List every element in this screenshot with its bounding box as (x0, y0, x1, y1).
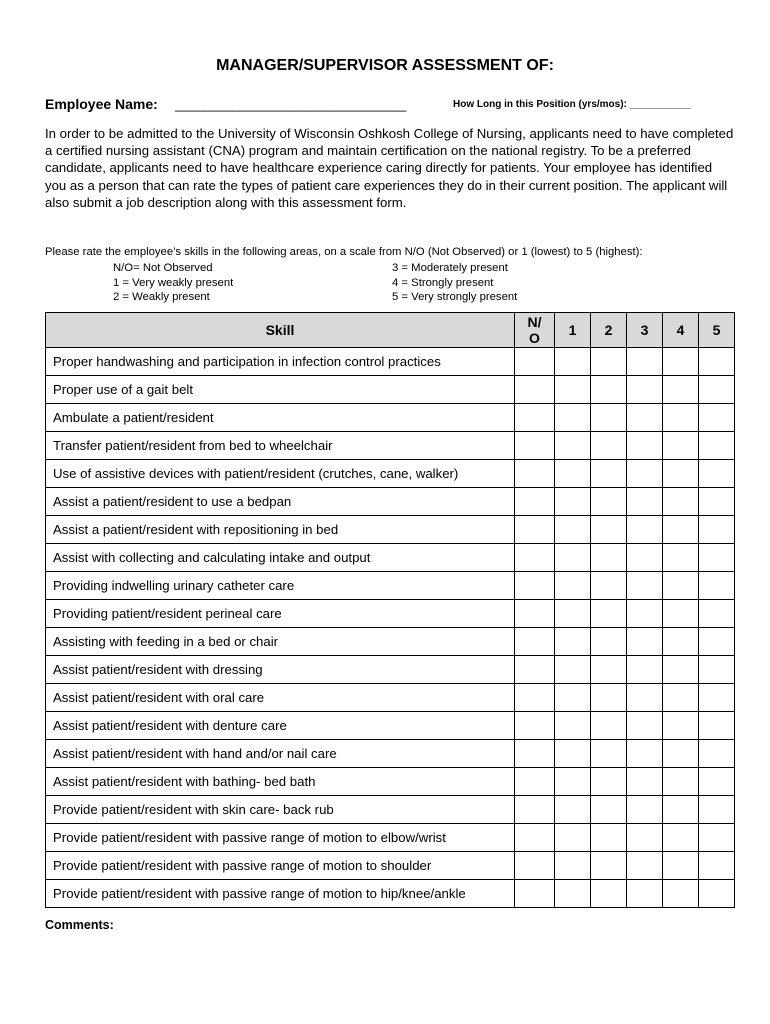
rating-cell-5[interactable] (699, 796, 735, 824)
rating-cell-no[interactable] (515, 880, 555, 908)
rating-cell-4[interactable] (663, 656, 699, 684)
rating-cell-1[interactable] (555, 824, 591, 852)
skill-cell: Assist patient/resident with hand and/or nail care (46, 740, 515, 768)
rating-cell-4[interactable] (663, 460, 699, 488)
table-row (46, 796, 735, 824)
table-row (46, 516, 735, 544)
rating-cell-2[interactable] (591, 460, 627, 488)
rating-cell-no[interactable] (515, 488, 555, 516)
rating-cell-5[interactable] (699, 404, 735, 432)
scale-item: 3 = Moderately present (392, 262, 508, 274)
rating-cell-no[interactable] (515, 348, 555, 376)
rating-cell-no[interactable] (515, 852, 555, 880)
rating-cell-1[interactable] (555, 880, 591, 908)
employee-name-label: Employee Name: (45, 96, 158, 112)
rating-cell-no[interactable] (515, 376, 555, 404)
table-row (46, 684, 735, 712)
rating-cell-5[interactable] (699, 460, 735, 488)
table-row (46, 768, 735, 796)
rating-cell-2[interactable] (591, 544, 627, 572)
rating-cell-3[interactable] (627, 796, 663, 824)
skill-cell: Provide patient/resident with passive range of motion to shoulder (46, 852, 515, 880)
rating-cell-1[interactable] (555, 600, 591, 628)
rating-cell-5[interactable] (699, 656, 735, 684)
rating-cell-no[interactable] (515, 404, 555, 432)
rating-cell-5[interactable] (699, 628, 735, 656)
page-title: MANAGER/SUPERVISOR ASSESSMENT OF: (216, 57, 554, 74)
rating-cell-3[interactable] (627, 824, 663, 852)
rating-cell-no[interactable] (515, 600, 555, 628)
employee-name-field[interactable]: ________________________________ (175, 97, 407, 112)
rating-cell-4[interactable] (663, 684, 699, 712)
header-4: 4 (663, 313, 699, 348)
scale-item: 4 = Strongly present (392, 276, 494, 289)
rating-cell-1[interactable] (555, 376, 591, 404)
rating-cell-3[interactable] (627, 432, 663, 460)
position-duration-field[interactable]: How Long in this Position (yrs/mos): ___________ (453, 99, 691, 110)
rating-cell-2[interactable] (591, 740, 627, 768)
header-1: 1 (555, 313, 591, 348)
rating-cell-no[interactable] (515, 656, 555, 684)
rating-cell-5[interactable] (699, 348, 735, 376)
rating-cell-3[interactable] (627, 516, 663, 544)
rating-cell-3[interactable] (627, 376, 663, 404)
rating-cell-no[interactable] (515, 796, 555, 824)
table-row (46, 600, 735, 628)
rating-cell-5[interactable] (699, 768, 735, 796)
rating-cell-5[interactable] (699, 376, 735, 404)
table-row (46, 628, 735, 656)
rating-cell-1[interactable] (555, 544, 591, 572)
skill-cell: Provide patient/resident with passive range of motion to elbow/wrist (46, 824, 515, 852)
table-row (46, 376, 735, 404)
skill-cell: Provide patient/resident with passive range of motion to hip/knee/ankle (46, 880, 515, 908)
header-skill: Skill (46, 313, 515, 348)
rating-cell-1[interactable] (555, 348, 591, 376)
skill-cell: Transfer patient/resident from bed to wheelchair (46, 432, 515, 460)
rating-cell-4[interactable] (663, 348, 699, 376)
rating-cell-2[interactable] (591, 880, 627, 908)
rating-cell-1[interactable] (555, 852, 591, 880)
rating-cell-no[interactable] (515, 740, 555, 768)
header-3: 3 (627, 313, 663, 348)
table-row (46, 432, 735, 460)
rating-cell-4[interactable] (663, 712, 699, 740)
skill-cell: Assisting with feeding in a bed or chair (46, 628, 515, 656)
rating-cell-3[interactable] (627, 572, 663, 600)
rating-cell-2[interactable] (591, 852, 627, 880)
rating-cell-1[interactable] (555, 684, 591, 712)
rating-cell-2[interactable] (591, 656, 627, 684)
rating-cell-1[interactable] (555, 460, 591, 488)
rating-cell-1[interactable] (555, 432, 591, 460)
table-header-row (46, 313, 735, 348)
rating-cell-no[interactable] (515, 516, 555, 544)
rating-cell-4[interactable] (663, 600, 699, 628)
rating-cell-3[interactable] (627, 404, 663, 432)
rating-cell-2[interactable] (591, 824, 627, 852)
rating-cell-1[interactable] (555, 796, 591, 824)
rating-cell-5[interactable] (699, 544, 735, 572)
rating-cell-4[interactable] (663, 768, 699, 796)
rating-cell-no[interactable] (515, 460, 555, 488)
rating-cell-5[interactable] (699, 516, 735, 544)
skill-cell: Provide patient/resident with skin care- back rub (46, 796, 515, 824)
rating-cell-3[interactable] (627, 768, 663, 796)
scale-item: 2 = Weakly present (113, 291, 210, 304)
scale-item: 1 = Very weakly present (113, 276, 234, 289)
skill-cell: Assist a patient/resident with repositioning in bed (46, 516, 515, 544)
rating-cell-no[interactable] (515, 628, 555, 656)
rating-cell-4[interactable] (663, 376, 699, 404)
rating-cell-4[interactable] (663, 572, 699, 600)
rating-cell-1[interactable] (555, 656, 591, 684)
rating-cell-4[interactable] (663, 404, 699, 432)
skill-cell: Providing patient/resident perineal care (46, 600, 515, 628)
table-row (46, 656, 735, 684)
rating-cell-5[interactable] (699, 880, 735, 908)
skill-cell: Ambulate a patient/resident (46, 404, 515, 432)
table-row (46, 824, 735, 852)
rating-cell-1[interactable] (555, 404, 591, 432)
rating-cell-no[interactable] (515, 712, 555, 740)
rating-cell-no[interactable] (515, 544, 555, 572)
table-row (46, 880, 735, 908)
table-row (46, 488, 735, 516)
table-row (46, 572, 735, 600)
header-2: 2 (591, 313, 627, 348)
table-row (46, 460, 735, 488)
rating-cell-3[interactable] (627, 544, 663, 572)
rating-cell-4[interactable] (663, 544, 699, 572)
rating-cell-4[interactable] (663, 488, 699, 516)
table-row (46, 712, 735, 740)
rating-cell-no[interactable] (515, 684, 555, 712)
rating-cell-4[interactable] (663, 796, 699, 824)
skill-cell: Providing indwelling urinary catheter care (46, 572, 515, 600)
rating-cell-4[interactable] (663, 628, 699, 656)
skill-cell: Proper use of a gait belt (46, 376, 515, 404)
scale-legend-left (113, 261, 233, 305)
rating-cell-2[interactable] (591, 768, 627, 796)
header-not-observed (515, 313, 555, 348)
rating-cell-2[interactable] (591, 600, 627, 628)
rating-cell-5[interactable] (699, 572, 735, 600)
rating-cell-1[interactable] (555, 740, 591, 768)
rating-cell-5[interactable] (699, 824, 735, 852)
scale-item: 5 = Very strongly present (392, 291, 518, 304)
rating-cell-no[interactable] (515, 824, 555, 852)
rating-cell-5[interactable] (699, 712, 735, 740)
rating-cell-5[interactable] (699, 852, 735, 880)
skills-table (45, 312, 735, 908)
rating-cell-5[interactable] (699, 740, 735, 768)
skill-cell: Assist patient/resident with dressing (46, 656, 515, 684)
skill-cell: Proper handwashing and participation in infection control practices (46, 348, 515, 376)
rating-cell-4[interactable] (663, 516, 699, 544)
skill-cell: Assist patient/resident with denture care (46, 712, 515, 740)
rating-cell-4[interactable] (663, 740, 699, 768)
rating-instructions: Please rate the employee’s skills in the following areas, on a scale from N/O (Not Observed) or 1 (lowest) to 5 (highest): (45, 246, 643, 258)
skill-cell: Assist patient/resident with oral care (46, 684, 515, 712)
rating-cell-2[interactable] (591, 684, 627, 712)
rating-cell-2[interactable] (591, 628, 627, 656)
rating-cell-5[interactable] (699, 432, 735, 460)
skill-cell: Assist with collecting and calculating intake and output (46, 544, 515, 572)
rating-cell-1[interactable] (555, 768, 591, 796)
header-no-text: N/ O (527, 314, 542, 346)
rating-cell-5[interactable] (699, 684, 735, 712)
rating-cell-5[interactable] (699, 488, 735, 516)
rating-cell-3[interactable] (627, 684, 663, 712)
rating-cell-3[interactable] (627, 348, 663, 376)
skill-cell: Use of assistive devices with patient/resident (crutches, cane, walker) (46, 460, 515, 488)
rating-cell-4[interactable] (663, 852, 699, 880)
rating-cell-3[interactable] (627, 852, 663, 880)
rating-cell-2[interactable] (591, 432, 627, 460)
rating-cell-3[interactable] (627, 880, 663, 908)
skill-cell: Assist a patient/resident to use a bedpan (46, 488, 515, 516)
table-row (46, 740, 735, 768)
skill-cell: Assist patient/resident with bathing- bed bath (46, 768, 515, 796)
rating-cell-3[interactable] (627, 488, 663, 516)
table-row (46, 544, 735, 572)
rating-cell-3[interactable] (627, 656, 663, 684)
rating-cell-1[interactable] (555, 628, 591, 656)
table-row (46, 404, 735, 432)
rating-cell-2[interactable] (591, 796, 627, 824)
table-row (46, 852, 735, 880)
comments-label: Comments: (45, 918, 114, 932)
header-5: 5 (699, 313, 735, 348)
scale-legend-right (392, 261, 517, 305)
rating-cell-1[interactable] (555, 712, 591, 740)
rating-cell-2[interactable] (591, 404, 627, 432)
rating-cell-no[interactable] (515, 768, 555, 796)
scale-item: N/O= Not Observed (113, 262, 213, 274)
rating-cell-4[interactable] (663, 880, 699, 908)
rating-cell-2[interactable] (591, 376, 627, 404)
rating-cell-4[interactable] (663, 432, 699, 460)
rating-cell-2[interactable] (591, 348, 627, 376)
rating-cell-no[interactable] (515, 432, 555, 460)
rating-cell-1[interactable] (555, 572, 591, 600)
rating-cell-1[interactable] (555, 516, 591, 544)
rating-cell-5[interactable] (699, 600, 735, 628)
rating-cell-2[interactable] (591, 516, 627, 544)
rating-cell-1[interactable] (555, 488, 591, 516)
intro-paragraph: In order to be admitted to the University of Wisconsin Oshkosh College of Nursing, applicants need to have completed a certified nursing assistant (CNA) program and maintain certification on the national registry. To be a preferred candidate, applicants need to have healthcare experience caring directly for patients. Your employee has identified you as a person that can rate the types of patient care experiences they do in their current position. The applicant will also submit a job description along with this assessment form. (45, 126, 734, 210)
rating-cell-4[interactable] (663, 824, 699, 852)
rating-cell-3[interactable] (627, 600, 663, 628)
rating-cell-no[interactable] (515, 572, 555, 600)
rating-cell-3[interactable] (627, 460, 663, 488)
rating-cell-2[interactable] (591, 572, 627, 600)
table-row (46, 348, 735, 376)
rating-cell-2[interactable] (591, 488, 627, 516)
rating-cell-2[interactable] (591, 712, 627, 740)
rating-cell-3[interactable] (627, 712, 663, 740)
rating-cell-3[interactable] (627, 740, 663, 768)
rating-cell-3[interactable] (627, 628, 663, 656)
